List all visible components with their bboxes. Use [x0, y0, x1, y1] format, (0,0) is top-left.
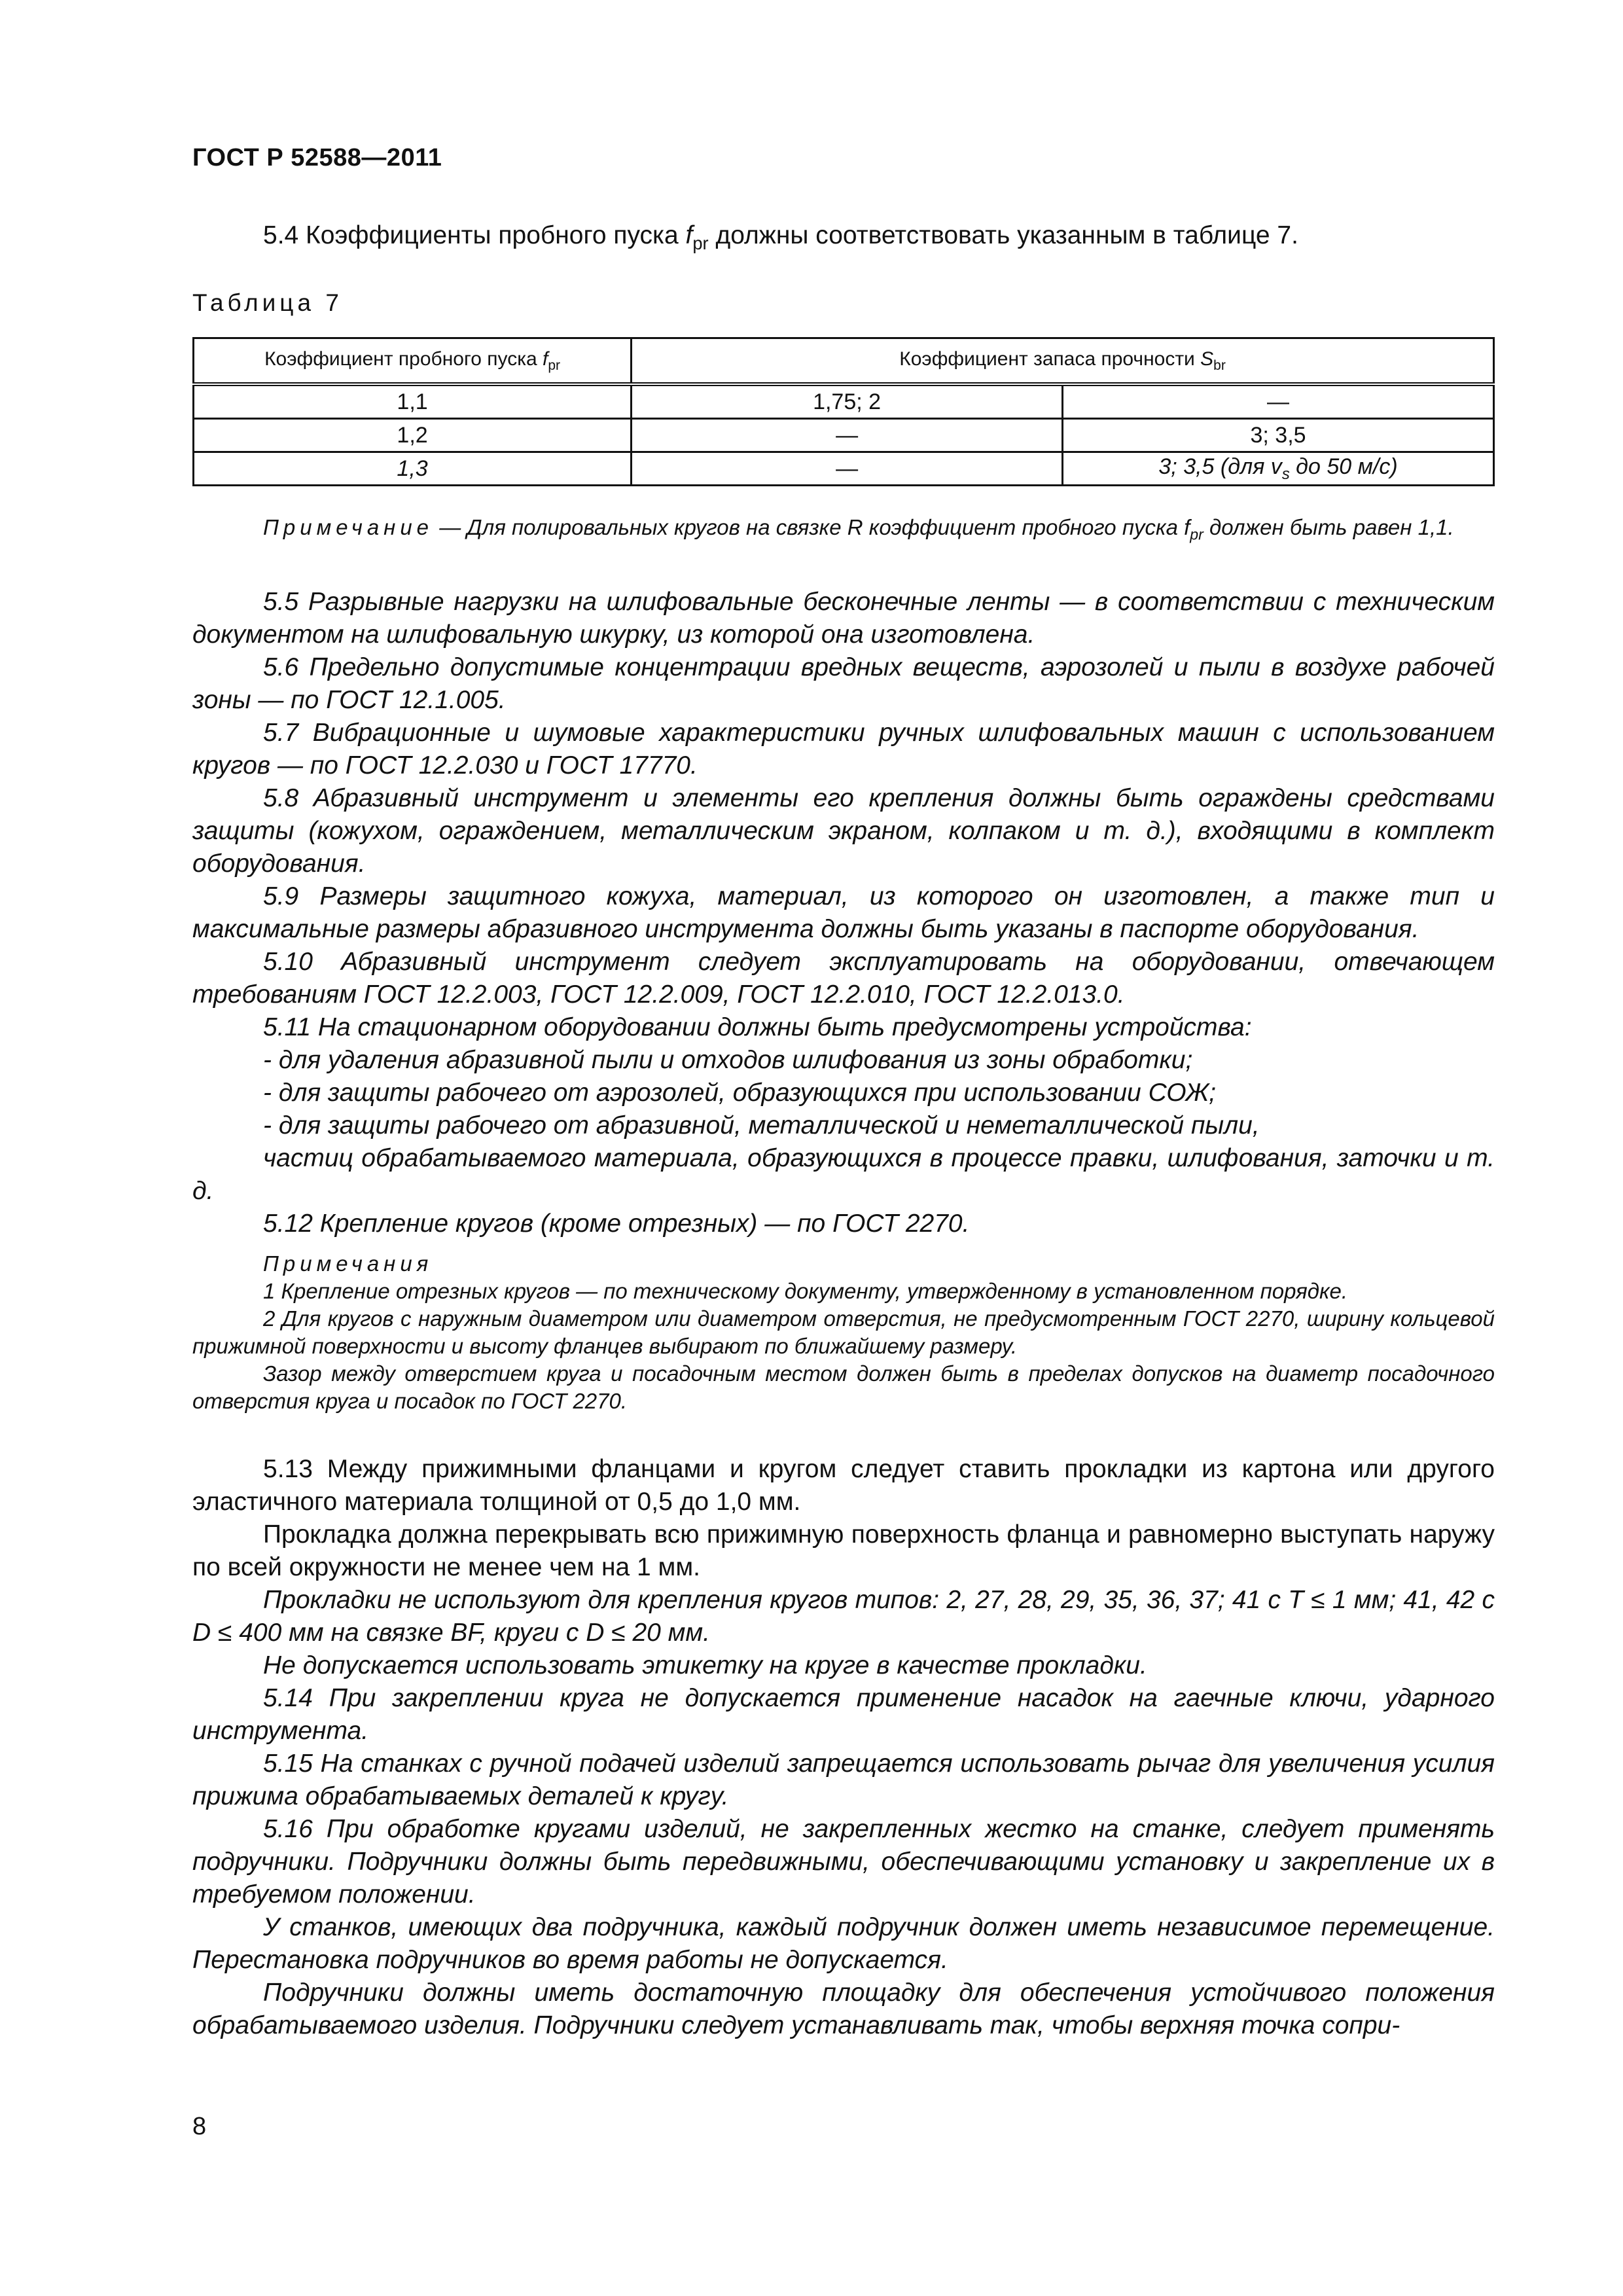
note-2: 2 Для кругов с наружным диаметром или диаметром отверстия, не предусмотренным ГОСТ 2270, ширину кольцевой прижимной поверхности и высоту фланцев выбирают по ближайшему размеру. [192, 1306, 1495, 1358]
paragraph-5-16-c: Подручники должны иметь достаточную площадку для обеспечения устойчивого положения обрабатываемого изделия. Подручники следует устанавливать так, чтобы верхняя точка сопри- [192, 1979, 1495, 2039]
table-note: Примечание — Для полировальных кругов на связке R коэффициент пробного пуска $f_{pr}$ должен быть равен 1,1. [263, 515, 1454, 543]
table-cell: 1,2 [194, 419, 632, 452]
paragraph-5-11-cont: частиц обрабатываемого материала, образующихся в процессе правки, шлифования, заточки и т. д. [192, 1144, 1495, 1205]
table-row [194, 452, 1494, 486]
table-cell: 1,75; 2 [632, 384, 1063, 419]
table-7 [192, 337, 1495, 486]
note-1: 1 Крепление отрезных кругов — по техническому документу, утвержденному в установленном порядке. [263, 1279, 1348, 1303]
table-caption: Таблица 7 [192, 289, 343, 316]
paragraph-5-15: 5.15 На станках с ручной подачей изделий запрещается использовать рычаг для увеличения усилия прижима обрабатываемых деталей к кругу. [192, 1749, 1495, 1810]
paragraph-5-6: 5.6 Предельно допустимые концентрации вредных веществ, аэрозолей и пыли в воздухе рабочей зоны — по ГОСТ 12.1.005. [192, 653, 1495, 714]
paragraph-5-11: 5.11 На стационарном оборудовании должны быть предусмотрены устройства: [263, 1013, 1252, 1041]
table-cell: 3; 3,5 (для $v_s$ до 50 м/с) [1063, 452, 1494, 486]
paragraph-5-13-c: Прокладки не используют для крепления кругов типов: 2, 27, 28, 29, 35, 36, 37; 41 с T ≤ 1 мм; 41, 42 с D ≤ 400 мм на связке BF, круги с D ≤ 20 мм. [192, 1586, 1495, 1647]
paragraph-5-7: 5.7 Вибрационные и шумовые характеристики ручных шлифовальных машин с использованием кругов — по ГОСТ 12.2.030 и ГОСТ 17770. [192, 719, 1495, 780]
table-cell: — [632, 452, 1063, 486]
table-cell: — [1063, 384, 1494, 419]
table-row [194, 419, 1494, 452]
list-item: - для защиты рабочего от аэрозолей, образующихся при использовании СОЖ; [263, 1079, 1216, 1107]
paragraph-5-12: 5.12 Крепление кругов (кроме отрезных) — по ГОСТ 2270. [263, 1210, 970, 1238]
table-cell: 1,3 [194, 452, 632, 486]
paragraph-5-13-d: Не допускается использовать этикетку на круге в качестве прокладки. [263, 1651, 1147, 1679]
table-cell: 3; 3,5 [1063, 419, 1494, 452]
paragraph-5-14: 5.14 При закреплении круга не допускается применение насадок на гаечные ключи, ударного инструмента. [192, 1684, 1495, 1745]
note-3: Зазор между отверстием круга и посадочным местом должен быть в пределах допусков на диаметр посадочного отверстия круга и посадок по ГОСТ 2270. [192, 1361, 1495, 1413]
table-cell: — [632, 419, 1063, 452]
page-number: 8 [192, 2113, 207, 2140]
paragraph-5-5: 5.5 Разрывные нагрузки на шлифовальные бесконечные ленты — в соответствии с техническим документом на шлифовальную шкурку, из которой она изготовлена. [192, 588, 1495, 649]
paragraph-5-16-b: У станков, имеющих два подручника, каждый подручник должен иметь независимое перемещение. Перестановка подручников во время работы не допускается. [192, 1913, 1495, 1974]
paragraph-5-4: 5.4 Коэффициенты пробного пуска $f_{pr}$ должны соответствовать указанным в таблице 7. [263, 221, 1298, 253]
paragraph-5-10: 5.10 Абразивный инструмент следует эксплуатировать на оборудовании, отвечающем требованиям ГОСТ 12.2.003, ГОСТ 12.2.009, ГОСТ 12.2.010, ГОСТ 12.2.013.0. [192, 948, 1495, 1009]
paragraph-5-8: 5.8 Абразивный инструмент и элементы его крепления должны быть ограждены средствами защиты (кожухом, ограждением, металлическим экраном, колпаком и т. д.), входящими в комплект оборудования. [192, 784, 1495, 878]
notes-label: Примечания [263, 1251, 433, 1276]
table-row [194, 384, 1494, 419]
list-item: - для защиты рабочего от абразивной, металлической и неметаллической пыли, [263, 1111, 1260, 1139]
standard-header: ГОСТ Р 52588—2011 [192, 144, 442, 171]
paragraph-5-9: 5.9 Размеры защитного кожуха, материал, из которого он изготовлен, а также тип и максимальные размеры абразивного инструмента должны быть указаны в паспорте оборудования. [192, 882, 1495, 943]
table-header-fpr: Коэффициент пробного пуска $f_{pr}$ [194, 338, 632, 385]
paragraph-5-16: 5.16 При обработке кругами изделий, не закрепленных жестко на станке, следует применять подручники. Подручники должны быть передвижными, обеспечивающими установку и закрепление их в требуемом положении. [192, 1815, 1495, 1909]
table-header-sbr: Коэффициент запаса прочности $S_{br}$ [632, 338, 1494, 385]
paragraph-5-13-b: Прокладка должна перекрывать всю прижимную поверхность фланца и равномерно выступать наружу по всей окружности не менее чем на 1 мм. [192, 1520, 1495, 1581]
table-cell: 1,1 [194, 384, 632, 419]
paragraph-5-13: 5.13 Между прижимными фланцами и кругом следует ставить прокладки из картона или другого эластичного материала толщиной от 0,5 до 1,0 мм. [192, 1455, 1495, 1516]
list-item: - для удаления абразивной пыли и отходов шлифования из зоны обработки; [263, 1046, 1193, 1074]
